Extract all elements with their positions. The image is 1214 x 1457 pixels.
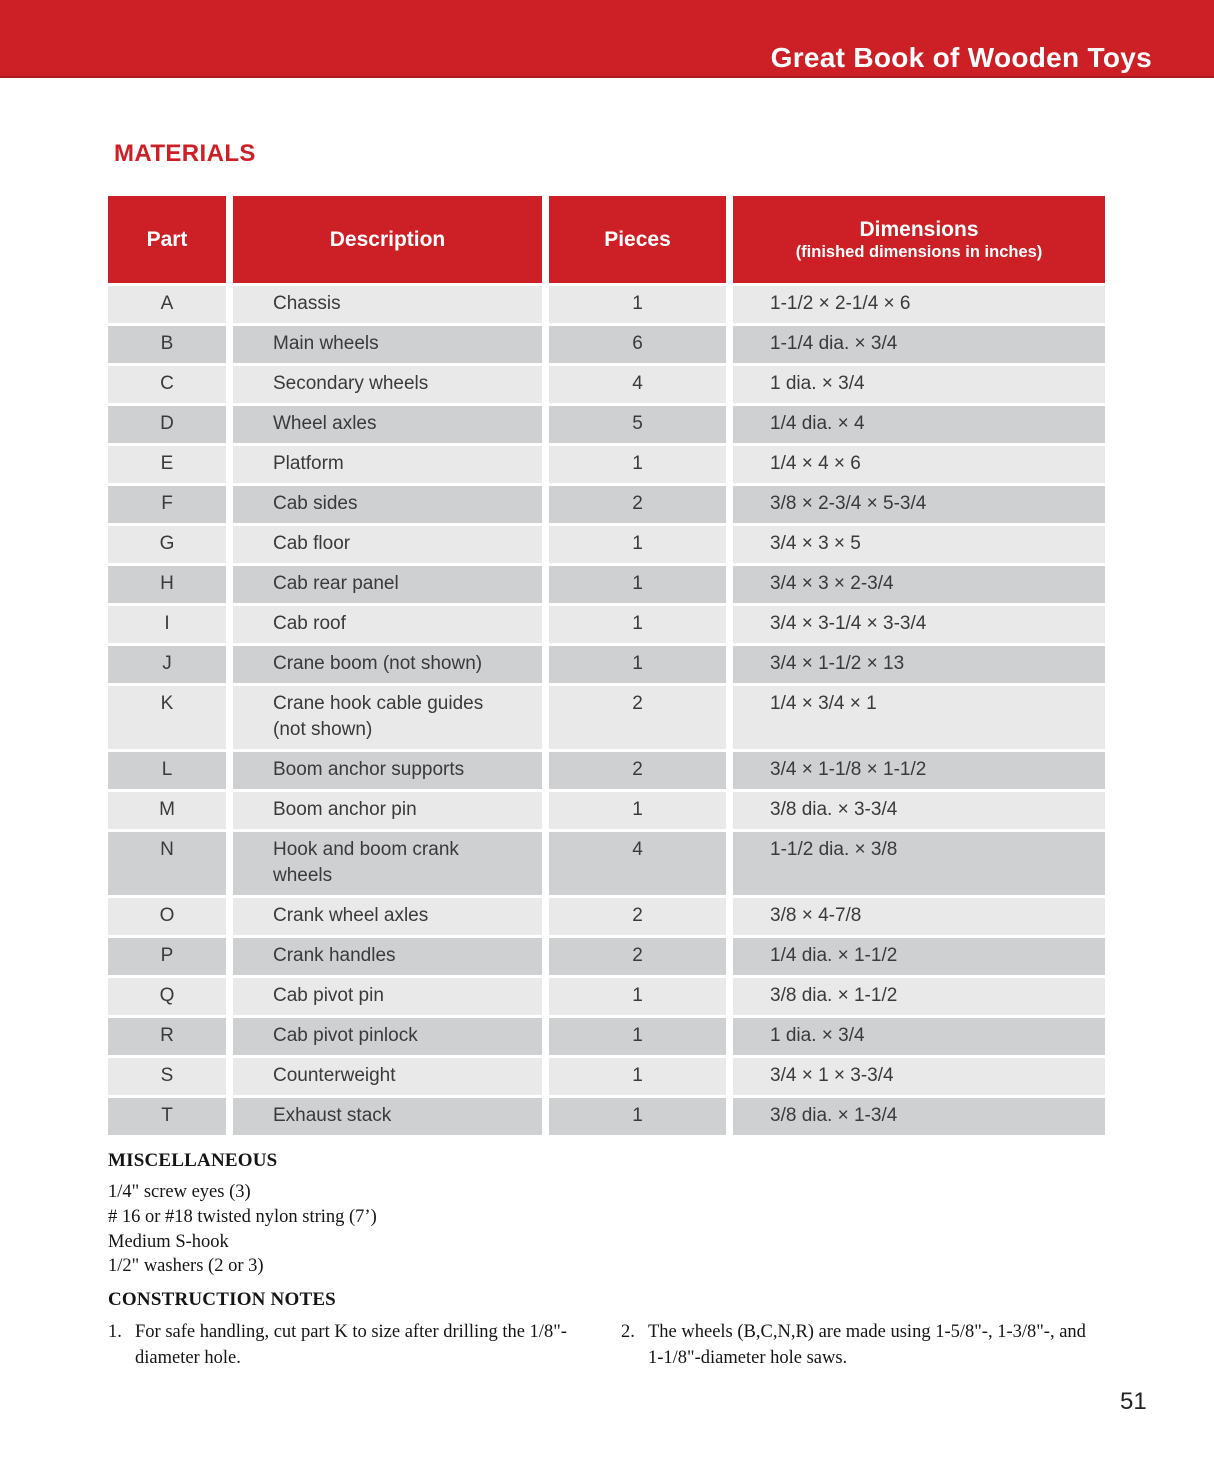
miscellaneous-section [108,1150,377,1279]
table-row [108,1058,1105,1095]
pieces-cell: 1 [549,1018,726,1055]
dimensions-cell: 1 dia. × 3/4 [733,366,1105,403]
table-row [108,978,1105,1015]
pieces-cell: 1 [549,978,726,1015]
dimensions-cell: 3/4 × 1-1/8 × 1-1/2 [733,752,1105,789]
table-row [108,646,1105,683]
part-cell: Q [108,978,226,1015]
part-cell: A [108,286,226,323]
note-number: 1. [108,1322,122,1342]
dimensions-cell: 3/8 dia. × 3-3/4 [733,792,1105,829]
part-cell: R [108,1018,226,1055]
book-title: Great Book of Wooden Toys [770,42,1152,73]
table-row [108,366,1105,403]
description-cell: Counterweight [233,1058,542,1095]
section-title: MATERIALS [114,140,256,167]
pieces-cell: 4 [549,366,726,403]
table-row [108,686,1105,749]
table-row [108,566,1105,603]
materials-table-body [108,286,1105,1135]
description-cell: Hook and boom crank wheels [233,832,542,895]
dimensions-cell: 3/8 dia. × 1-3/4 [733,1098,1105,1135]
table-row [108,286,1105,323]
description-cell: Cab pivot pin [233,978,542,1015]
miscellaneous-item: Medium S-hook [108,1231,229,1252]
construction-notes-heading: CONSTRUCTION NOTES [108,1289,336,1310]
pieces-cell: 2 [549,938,726,975]
pieces-cell: 5 [549,406,726,443]
miscellaneous-heading: MISCELLANEOUS [108,1150,278,1171]
dimensions-cell: 1/4 dia. × 1-1/2 [733,938,1105,975]
description-cell: Cab floor [233,526,542,563]
miscellaneous-item: 1/2" washers (2 or 3) [108,1256,264,1277]
description-cell: Crane boom (not shown) [233,646,542,683]
pieces-cell: 2 [549,486,726,523]
description-cell: Crank handles [233,938,542,975]
dimensions-cell: 3/4 × 1 × 3-3/4 [733,1058,1105,1095]
table-row [108,446,1105,483]
pieces-cell: 1 [549,566,726,603]
table-row [108,1098,1105,1135]
description-cell: Cab rear panel [233,566,542,603]
part-cell: L [108,752,226,789]
page-number: 51 [1120,1388,1147,1415]
dimensions-cell: 3/4 × 3-1/4 × 3-3/4 [733,606,1105,643]
description-cell: Boom anchor supports [233,752,542,789]
pieces-cell: 6 [549,326,726,363]
part-cell: T [108,1098,226,1135]
description-cell: Main wheels [233,326,542,363]
dimensions-cell: 1/4 × 3/4 × 1 [733,686,1105,749]
dimensions-cell: 1 dia. × 3/4 [733,1018,1105,1055]
pieces-cell: 1 [549,1098,726,1135]
pieces-cell: 2 [549,686,726,749]
part-cell: S [108,1058,226,1095]
table-row [108,832,1105,895]
part-cell: I [108,606,226,643]
dimensions-header-main: Dimensions [859,217,979,241]
construction-notes-section [108,1289,1108,1371]
part-cell: H [108,566,226,603]
column-header-pieces: Pieces [549,196,726,283]
dimensions-cell: 3/8 × 2-3/4 × 5-3/4 [733,486,1105,523]
description-cell: Cab pivot pinlock [233,1018,542,1055]
dimensions-cell: 1/4 dia. × 4 [733,406,1105,443]
pieces-cell: 4 [549,832,726,895]
part-cell: K [108,686,226,749]
dimensions-cell: 3/8 dia. × 1-1/2 [733,978,1105,1015]
pieces-cell: 1 [549,286,726,323]
description-cell: Exhaust stack [233,1098,542,1135]
part-cell: J [108,646,226,683]
pieces-cell: 1 [549,526,726,563]
miscellaneous-item: 1/4" screw eyes (3) [108,1182,251,1202]
pieces-cell: 1 [549,446,726,483]
description-cell: Cab sides [233,486,542,523]
pieces-cell: 2 [549,898,726,935]
pieces-cell: 1 [549,792,726,829]
construction-notes-columns [108,1320,1108,1371]
note-text: The wheels (B,C,N,R) are made using 1-5/8"-, 1-3/8"-, and 1-1/8"-diameter hole saws. [648,1322,1086,1368]
table-row [108,526,1105,563]
pieces-cell: 1 [549,606,726,643]
part-cell: D [108,406,226,443]
table-header-row [108,196,1105,283]
description-cell: Boom anchor pin [233,792,542,829]
description-cell: Crane hook cable guides (not shown) [233,686,542,749]
part-cell: F [108,486,226,523]
part-cell: M [108,792,226,829]
pieces-cell: 1 [549,646,726,683]
dimensions-header-subtitle: (finished dimensions in inches) [795,242,1043,261]
dimensions-cell: 3/4 × 1-1/2 × 13 [733,646,1105,683]
table-row [108,606,1105,643]
description-cell: Chassis [233,286,542,323]
miscellaneous-item: # 16 or #18 twisted nylon string (7’) [108,1206,377,1227]
table-row [108,752,1105,789]
table-row [108,326,1105,363]
table-row [108,1018,1105,1055]
description-cell: Cab roof [233,606,542,643]
table-row [108,486,1105,523]
part-cell: G [108,526,226,563]
dimensions-cell: 3/4 × 3 × 2-3/4 [733,566,1105,603]
column-header-part: Part [108,196,226,283]
table-row [108,406,1105,443]
table-row [108,792,1105,829]
description-cell: Wheel axles [233,406,542,443]
table-row [108,938,1105,975]
dimensions-cell: 1/4 × 4 × 6 [733,446,1105,483]
header-band [0,0,1214,78]
part-cell: N [108,832,226,895]
pieces-cell: 2 [549,752,726,789]
description-cell: Platform [233,446,542,483]
part-cell: B [108,326,226,363]
table-row [108,898,1105,935]
part-cell: C [108,366,226,403]
dimensions-cell: 3/4 × 3 × 5 [733,526,1105,563]
note-number: 2. [621,1322,635,1342]
part-cell: O [108,898,226,935]
part-cell: P [108,938,226,975]
note-text: For safe handling, cut part K to size after drilling the 1/8"-diameter hole. [135,1322,567,1368]
construction-note [621,1320,1096,1371]
dimensions-cell: 3/8 × 4-7/8 [733,898,1105,935]
description-cell: Secondary wheels [233,366,542,403]
pieces-cell: 1 [549,1058,726,1095]
construction-note [108,1320,577,1371]
dimensions-cell: 1-1/4 dia. × 3/4 [733,326,1105,363]
part-cell: E [108,446,226,483]
dimensions-cell: 1-1/2 dia. × 3/8 [733,832,1105,895]
dimensions-cell: 1-1/2 × 2-1/4 × 6 [733,286,1105,323]
column-header-description: Description [233,196,542,283]
description-cell: Crank wheel axles [233,898,542,935]
materials-table [108,196,1105,1138]
column-header-dimensions [733,196,1105,283]
